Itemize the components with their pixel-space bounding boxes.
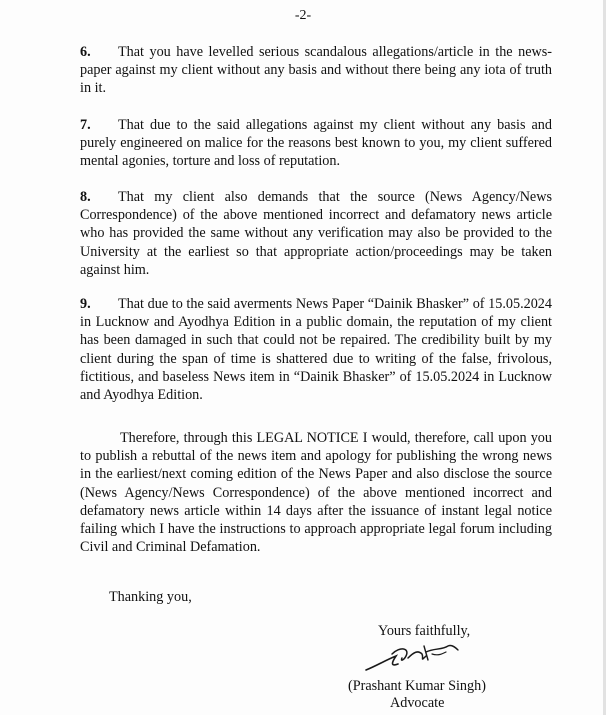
paragraph-9 [80, 295, 552, 404]
paragraph-number: 7. [80, 117, 91, 133]
paragraph-text: That due to the said allegations against my client without any basis and purely engineered on malice for the reasons best known to you, my client suffered mental agonies, torture and loss of reputation. [80, 117, 552, 170]
thanks-line: Thanking you, [109, 589, 192, 605]
paragraph-number: 6. [80, 44, 91, 60]
paragraph-6 [80, 43, 552, 98]
paragraph-8 [80, 188, 552, 279]
paragraph-number: 9. [80, 296, 91, 312]
paragraph-text: That you have levelled serious scandalous allegations/article in the news-paper against my client without any basis and without there being any iota of truth in it. [80, 44, 552, 97]
paragraph-text: That my client also demands that the source (News Agency/News Correspondence) of the above mentioned incorrect and defamatory news article who has provided the same without any verification may also be provided to the University at the earliest so that appropriate action/proceedings may be taken against him. [80, 189, 552, 278]
paragraph-7 [80, 116, 552, 171]
signature-image [362, 640, 462, 678]
conclusion-paragraph: Therefore, through this LEGAL NOTICE I would, therefore, call upon you to publish a rebuttal of the news item and apology for publishing the wrong news in the earliest/next coming edition of the News Paper and also disclose the source (News Agency/News Correspondence) of the above mentioned incorrect and defamatory news article within 14 days after the issuance of instant legal notice failing which I have the instructions to approach appropriate legal forum including Civil and Criminal Defamation. [80, 430, 552, 556]
closing-salutation: Yours faithfully, [378, 623, 471, 639]
signer-name: (Prashant Kumar Singh) [348, 678, 486, 694]
paragraph-text: That due to the said averments News Paper “Dainik Bhasker” of 15.05.2024 in Lucknow and Ayodhya Edition in a public domain, the reputation of my client has been damaged in such that could not be repaired. The credibility built by my client during the span of time is shattered due to writing of the false, frivolous, fictitious, and baseless News item in “Dainik Bhasker” of 15.05.2024 in Lucknow and Ayodhya Edition. [80, 296, 552, 404]
page-number: -2- [294, 8, 312, 23]
paragraph-number: 8. [80, 189, 91, 205]
signer-title: Advocate [390, 695, 445, 711]
